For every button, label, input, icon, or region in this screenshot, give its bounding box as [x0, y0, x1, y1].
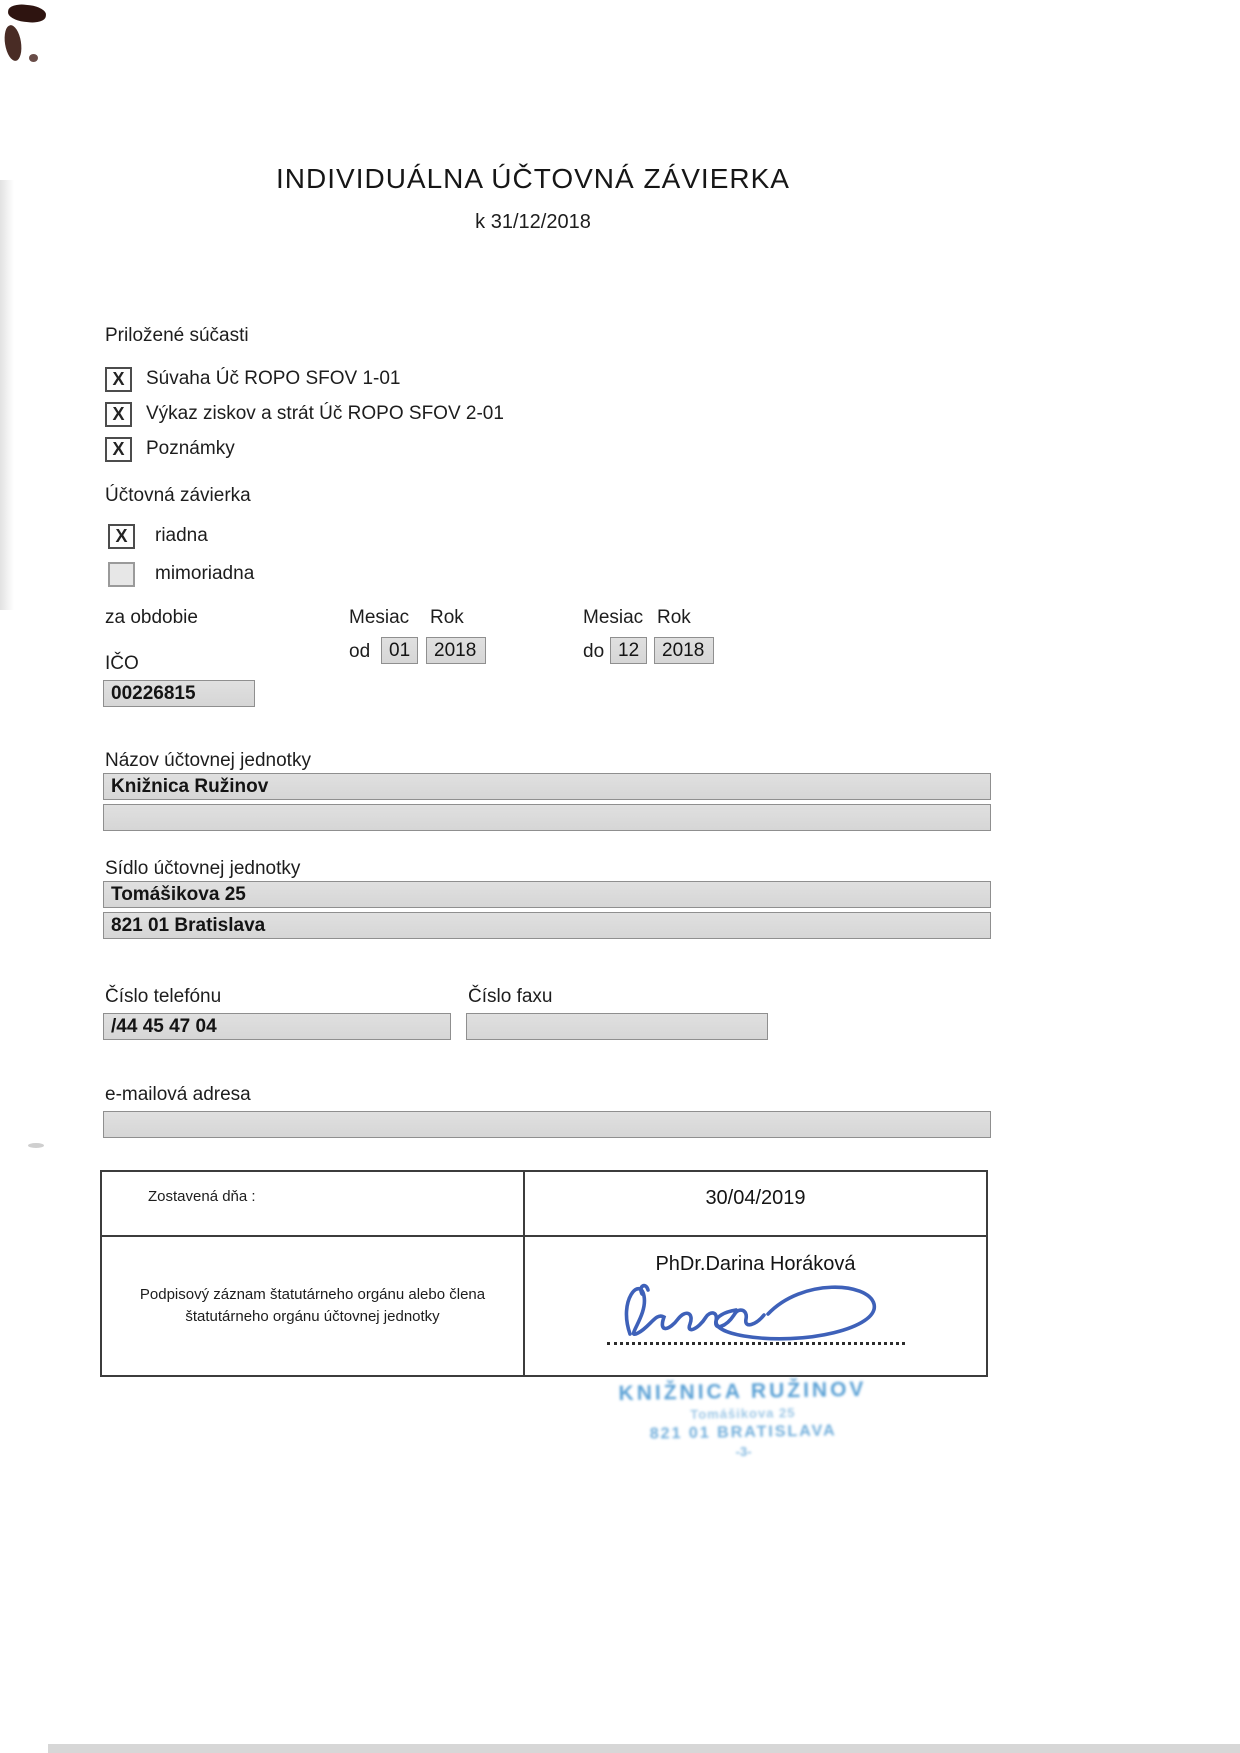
- checkbox-poznamky[interactable]: X: [105, 437, 132, 462]
- page-title: INDIVIDUÁLNA ÚČTOVNÁ ZÁVIERKA: [276, 163, 790, 194]
- year-header-from: Rok: [430, 607, 464, 628]
- signature-record-label: Podpisový záznam štatutárneho orgánu alebo člena štatutárneho orgánu účtovnej jednotky: [102, 1237, 525, 1375]
- year-header-to: Rok: [657, 607, 691, 628]
- entity-address-field-1[interactable]: Tomášikova 25: [103, 881, 991, 908]
- scan-artifact: [7, 3, 47, 25]
- checkbox-label: riadna: [155, 525, 208, 546]
- entity-address-label: Sídlo účtovnej jednotky: [105, 858, 301, 879]
- fax-label: Číslo faxu: [468, 986, 553, 1007]
- signature-table: [100, 1170, 988, 1377]
- from-month-field[interactable]: 01: [381, 637, 418, 664]
- entity-name-label: Názov účtovnej jednotky: [105, 750, 311, 771]
- to-month-field[interactable]: 12: [610, 637, 647, 664]
- period-label: za obdobie: [105, 607, 198, 628]
- fax-field[interactable]: [466, 1013, 768, 1040]
- compiled-date-label: Zostavená dňa :: [102, 1172, 525, 1237]
- month-header-to: Mesiac: [583, 607, 644, 628]
- statement-type-heading: Účtovná závierka: [105, 485, 251, 506]
- stamp-line-2: Tomášikova 25: [690, 1405, 796, 1422]
- checkbox-label: Súvaha Úč ROPO SFOV 1-01: [146, 368, 401, 389]
- ico-label: IČO: [105, 653, 139, 674]
- signature-dotted-line: [607, 1342, 905, 1345]
- scan-edge-shadow: [48, 1744, 1240, 1753]
- month-header-from: Mesiac: [349, 607, 410, 628]
- library-stamp: [597, 1377, 888, 1461]
- checkbox-label: Výkaz ziskov a strát Úč ROPO SFOV 2-01: [146, 403, 504, 424]
- statement-row-mimoriadna: [108, 559, 254, 589]
- to-label: do: [583, 641, 605, 662]
- checkbox-label: Poznámky: [146, 438, 235, 459]
- statement-row-riadna: [108, 521, 208, 551]
- scan-edge-shadow: [0, 180, 14, 610]
- ico-field[interactable]: 00226815: [103, 680, 255, 707]
- email-label: e-mailová adresa: [105, 1084, 251, 1105]
- attachment-row-poznamky: [105, 434, 235, 464]
- scan-artifact: [29, 54, 38, 62]
- entity-name-field-2[interactable]: [103, 804, 991, 831]
- entity-address-field-2[interactable]: 821 01 Bratislava: [103, 912, 991, 939]
- phone-label: Číslo telefónu: [105, 986, 222, 1007]
- checkbox-suvaha[interactable]: X: [105, 367, 132, 392]
- scan-artifact: [2, 24, 23, 62]
- from-label: od: [349, 641, 371, 662]
- page-subtitle: k 31/12/2018: [475, 211, 591, 233]
- from-year-field[interactable]: 2018: [426, 637, 486, 664]
- checkbox-vykaz[interactable]: X: [105, 402, 132, 427]
- stamp-line-3: 821 01 BRATISLAVA: [649, 1422, 837, 1443]
- signatory-name: PhDr.Darina Horáková: [655, 1253, 856, 1275]
- entity-name-field-1[interactable]: Knižnica Ružinov: [103, 773, 991, 800]
- attachment-row-vykaz: [105, 399, 504, 429]
- to-year-field[interactable]: 2018: [654, 637, 714, 664]
- checkbox-mimoriadna[interactable]: [108, 562, 135, 587]
- phone-field[interactable]: /44 45 47 04: [103, 1013, 451, 1040]
- attachment-row-suvaha: [105, 364, 401, 394]
- stamp-line-4: -3-: [735, 1443, 752, 1460]
- email-field[interactable]: [103, 1111, 991, 1138]
- signature-cell: [525, 1237, 986, 1375]
- checkbox-label: mimoriadna: [155, 563, 255, 584]
- compiled-date-value: 30/04/2019: [525, 1172, 986, 1237]
- scan-artifact: [28, 1143, 44, 1148]
- checkbox-riadna[interactable]: X: [108, 524, 135, 549]
- stamp-line-1: KNIŽNICA RUŽINOV: [618, 1377, 867, 1406]
- attachments-heading: Priložené súčasti: [105, 325, 249, 346]
